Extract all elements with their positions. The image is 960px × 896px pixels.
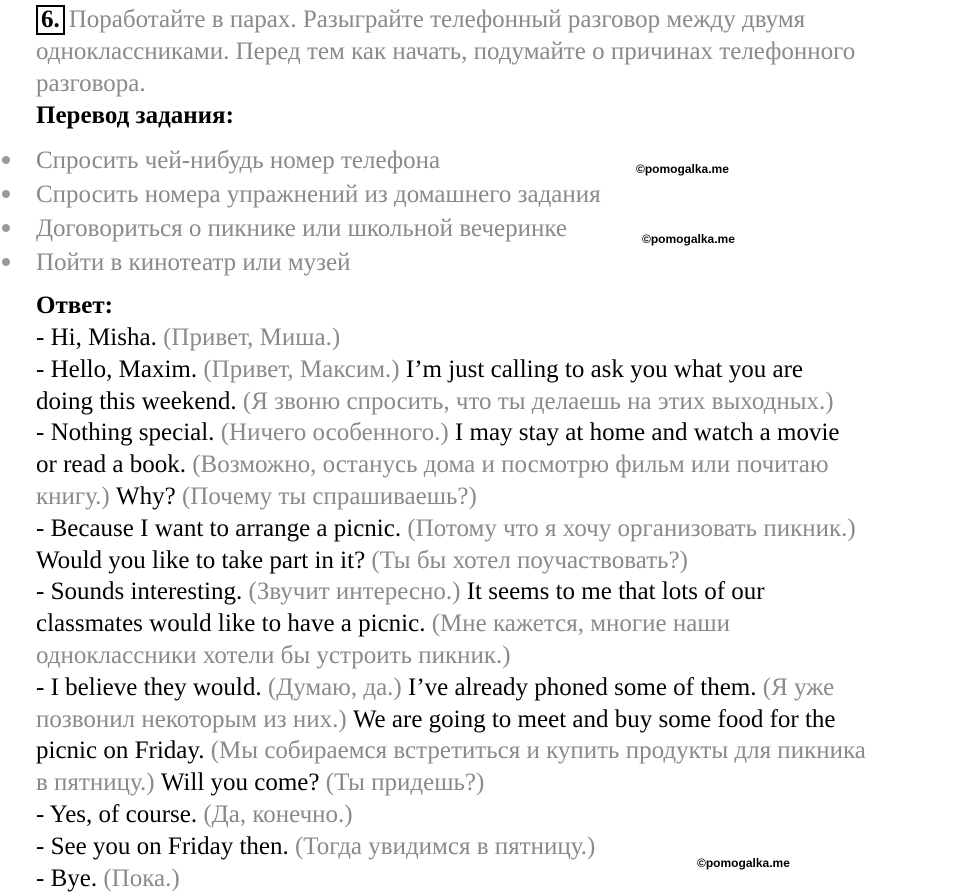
russian-translation: (Ты придешь?) xyxy=(325,769,485,796)
dialogue-line xyxy=(36,767,484,799)
russian-translation: (Привет, Миша.) xyxy=(163,324,341,351)
bullet-item-1: Спросить чей-нибудь номер телефона xyxy=(36,147,441,174)
dialogue-line xyxy=(36,354,803,386)
dialogue-line xyxy=(36,863,180,895)
english-text: classmates would like to have a picnic. xyxy=(36,610,432,637)
bullet-item-4: Пойти в кинотеатр или музей xyxy=(36,249,351,276)
watermark: ©pomogalka.me xyxy=(697,856,790,870)
dialogue-line xyxy=(36,545,688,577)
dialogue-line xyxy=(36,576,765,608)
english-text: I may stay at home and watch a movie xyxy=(454,419,840,446)
bullet-dot xyxy=(2,156,10,164)
watermark: ©pomogalka.me xyxy=(636,162,729,176)
russian-translation: (Потому что я хочу организовать пикник.) xyxy=(407,515,856,542)
russian-translation: книгу.) xyxy=(36,483,116,510)
russian-translation: (Мы собираемся встретиться и купить продукты для пикника xyxy=(210,737,866,764)
dialogue-line xyxy=(36,449,829,481)
dialogue-line xyxy=(36,322,340,354)
watermark: ©pomogalka.me xyxy=(642,232,735,246)
bullet-item-3: Договориться о пикнике или школьной вечеринке xyxy=(36,215,567,242)
bullet-item-2: Спросить номера упражнений из домашнего задания xyxy=(36,181,601,208)
dialogue-line xyxy=(36,513,856,545)
russian-translation: (Ты бы хотел поучаствовать?) xyxy=(371,547,688,574)
task-text-1: Поработайте в парах. Разыграйте телефонный разговор между двумя xyxy=(68,6,806,33)
russian-translation: (Я звоню спросить, что ты делаешь на этих выходных.) xyxy=(242,388,834,415)
english-text: I’ve already phoned some of them. xyxy=(408,674,763,701)
dialogue-line xyxy=(36,799,353,831)
english-text: - Sounds interesting. xyxy=(36,578,249,605)
russian-translation: (Звучит интересно.) xyxy=(248,578,467,605)
english-text: - See you on Friday then. xyxy=(36,833,295,860)
english-text: Why? xyxy=(115,483,182,510)
english-text: - Because I want to arrange a picnic. xyxy=(36,515,408,542)
russian-translation: (Мне кажется, многие наши xyxy=(431,610,731,637)
dialogue-line xyxy=(36,386,834,418)
dialogue-line xyxy=(36,640,511,672)
english-text: or read a book. xyxy=(36,451,193,478)
russian-translation: (Тогда увидимся в пятницу.) xyxy=(294,833,596,860)
english-text: - Nothing special. xyxy=(36,419,221,446)
russian-translation: в пятницу.) xyxy=(36,769,161,796)
russian-translation: (Возможно, останусь дома и посмотрю фильм или почитаю xyxy=(192,451,829,478)
english-text: Would you like to take part in it? xyxy=(36,547,372,574)
russian-translation: позвонил некоторым из них.) xyxy=(36,706,353,733)
english-text: doing this weekend. xyxy=(36,388,243,415)
english-text: - I believe they would. xyxy=(36,674,268,701)
dialogue-line xyxy=(36,831,595,863)
bullet-dot xyxy=(2,258,10,266)
english-text: - Hello, Maxim. xyxy=(36,356,204,383)
english-text: It seems to me that lots of our xyxy=(466,578,765,605)
russian-translation: (Ничего особенного.) xyxy=(220,419,455,446)
russian-translation: одноклассники хотели бы устроить пикник.) xyxy=(36,642,511,669)
russian-translation: (Думаю, да.) xyxy=(267,674,408,701)
english-text: - Yes, of course. xyxy=(36,801,204,828)
english-text: picnic on Friday. xyxy=(36,737,211,764)
dialogue-line xyxy=(36,672,834,704)
english-text: - Bye. xyxy=(36,865,104,892)
russian-translation: (Да, конечно.) xyxy=(203,801,353,828)
english-text: We are going to meet and buy some food for the xyxy=(352,706,836,733)
dialogue-line xyxy=(36,735,866,767)
english-text: I’m just calling to ask you what you are xyxy=(405,356,804,383)
task-text-2: одноклассниками. Перед тем как начать, подумайте о причинах телефонного xyxy=(36,38,856,65)
russian-translation: (Привет, Максим.) xyxy=(203,356,406,383)
task-text-3: разговора. xyxy=(36,70,146,97)
translation-heading: Перевод задания: xyxy=(36,102,234,129)
russian-translation: (Я уже xyxy=(762,674,835,701)
dialogue-line xyxy=(36,481,477,513)
russian-translation: (Пока.) xyxy=(103,865,180,892)
dialogue-line xyxy=(36,417,840,449)
answer-heading: Ответ: xyxy=(36,292,113,319)
english-text: Will you come? xyxy=(160,769,326,796)
bullet-dot xyxy=(2,190,10,198)
english-text: - Hi, Misha. xyxy=(36,324,164,351)
dialogue-line xyxy=(36,608,730,640)
dialogue-line xyxy=(36,704,836,736)
bullet-dot xyxy=(2,224,10,232)
russian-translation: (Почему ты спрашиваешь?) xyxy=(181,483,477,510)
task-line-1 xyxy=(36,4,805,36)
task-number: 6. xyxy=(36,5,65,35)
